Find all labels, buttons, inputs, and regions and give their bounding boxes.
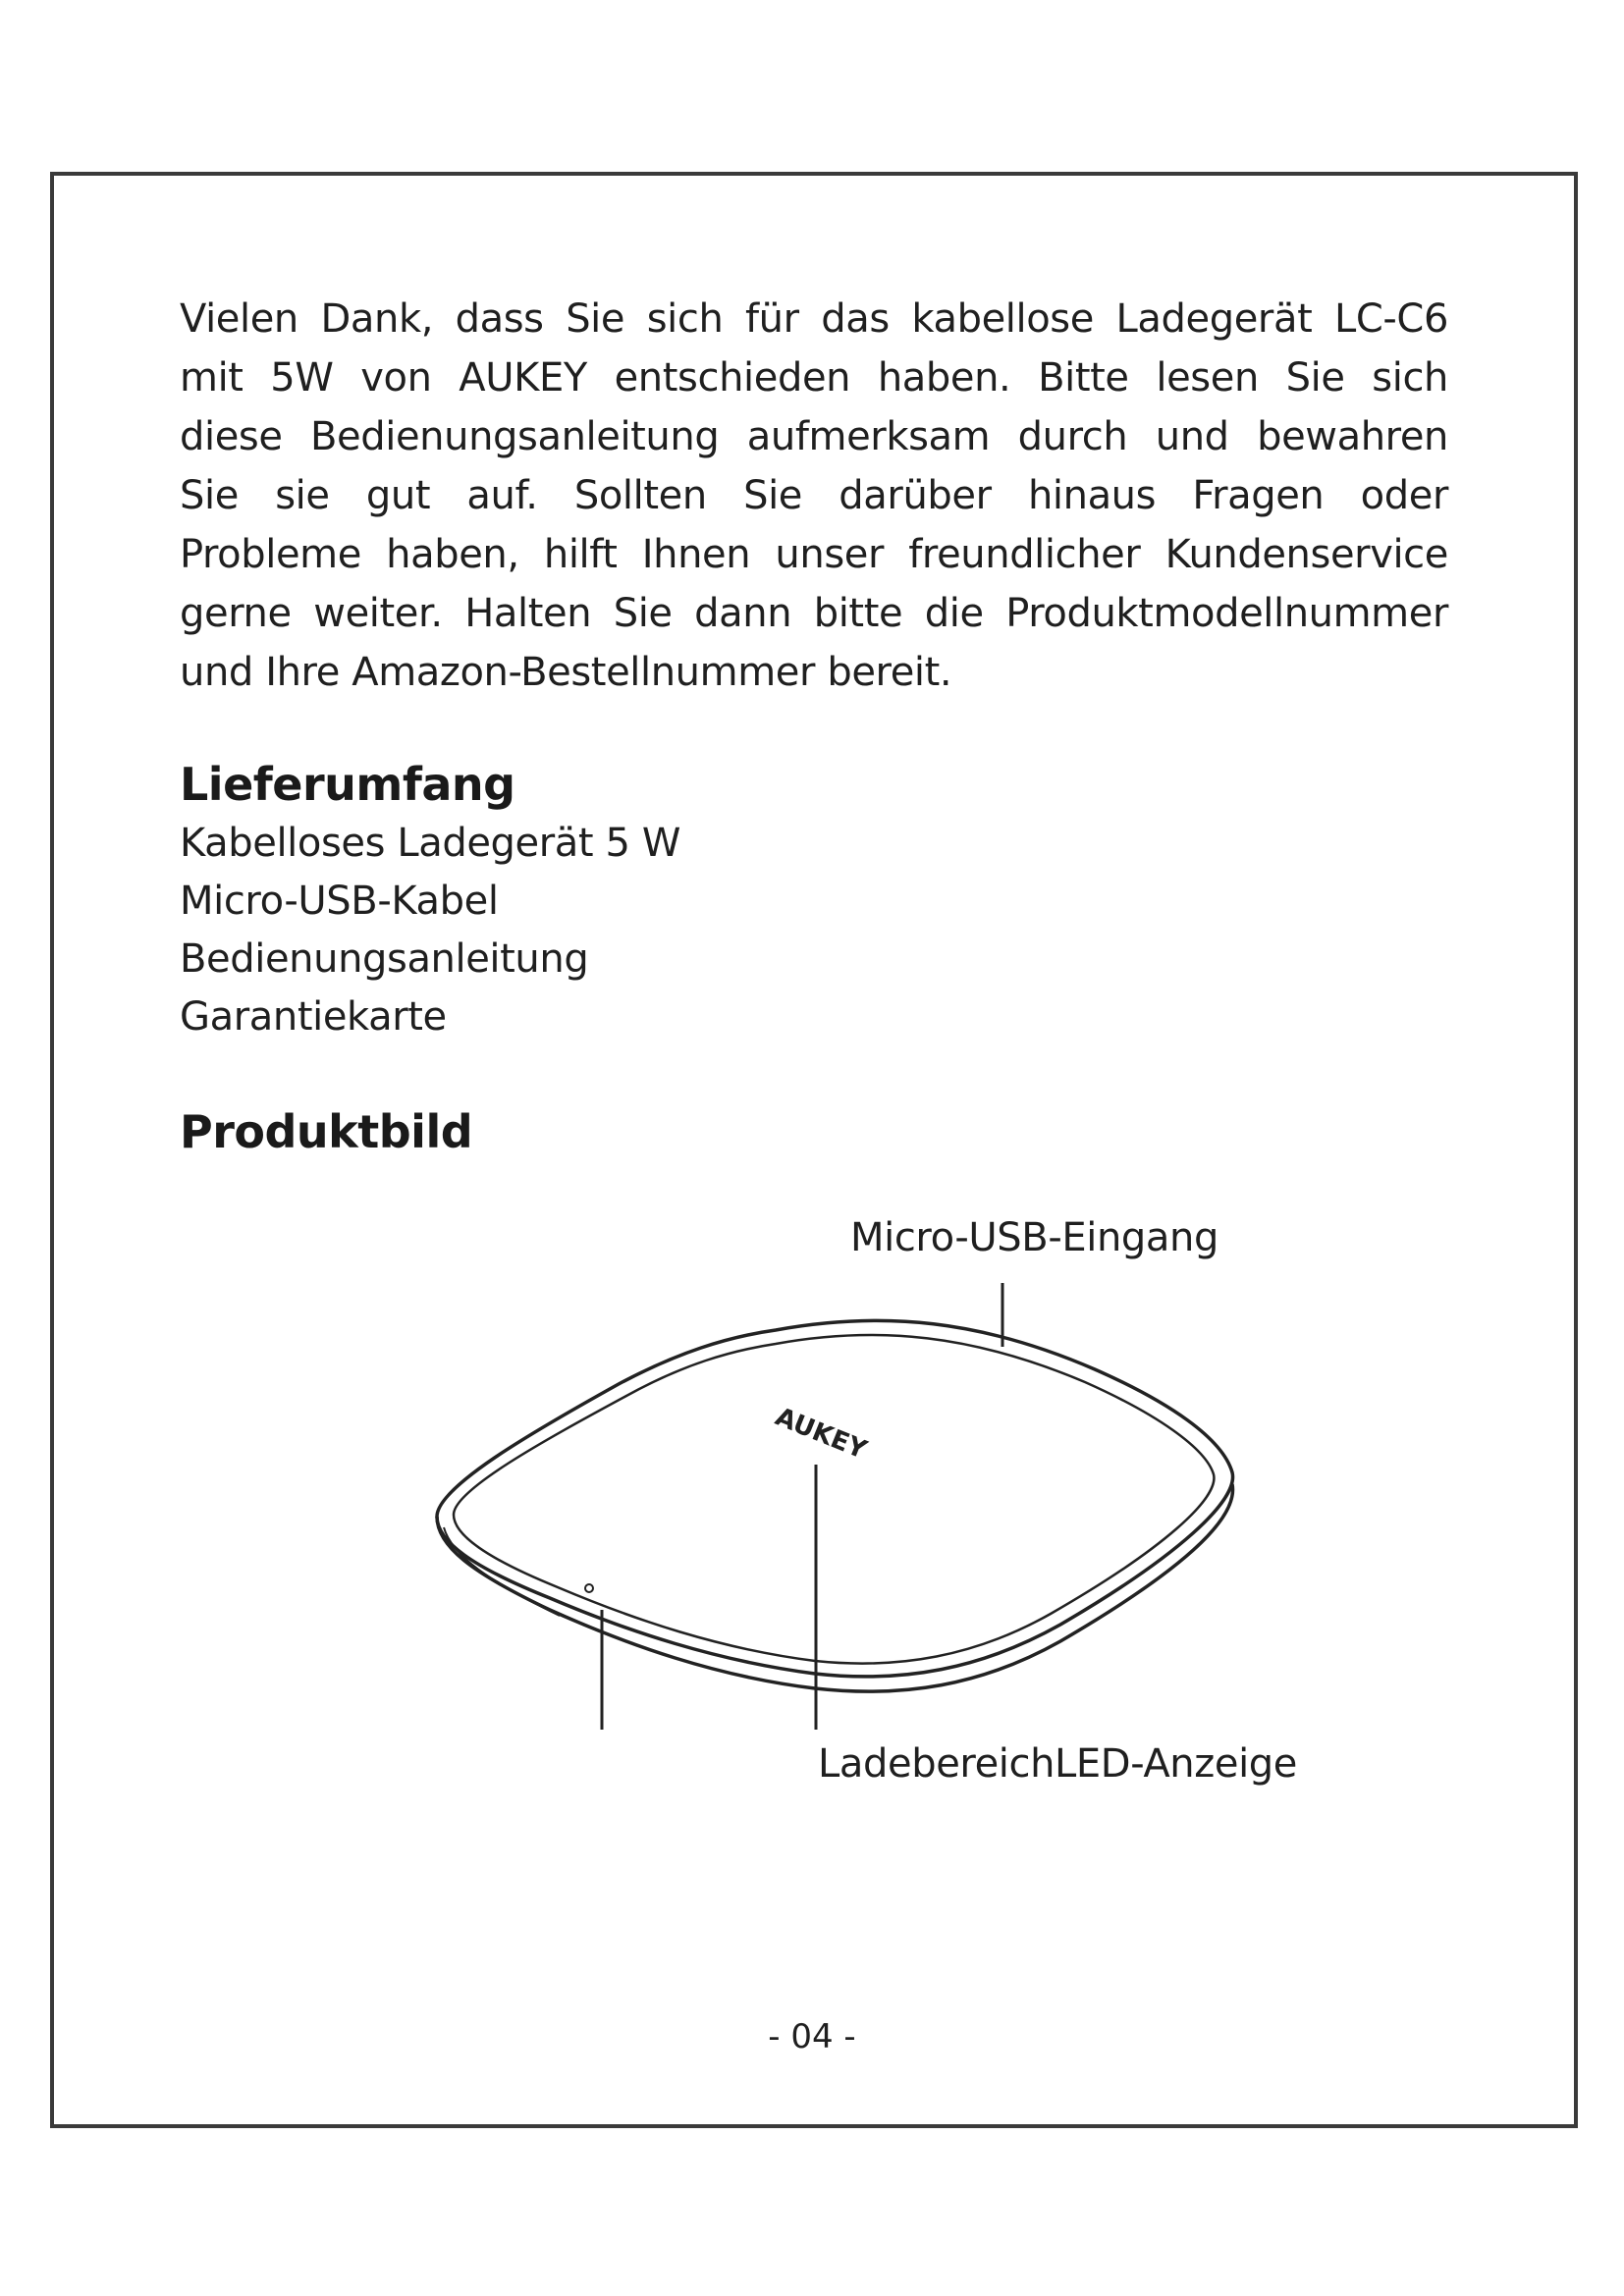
intro-line: und Ihre Amazon-Bestellnummer bereit.	[180, 650, 952, 695]
intro-line: gerne weiter. Halten Sie dann bitte die Produktmodellnummer	[180, 591, 1448, 636]
page-number: - 04 -	[768, 2017, 856, 2056]
charging-area-led-label: LadebereichLED-Anzeige	[818, 1741, 1297, 1787]
intro-line: Vielen Dank, dass Sie sich für das kabellose Ladegerät LC-C6	[180, 296, 1448, 342]
scope-item: Garantiekarte	[180, 994, 447, 1040]
scope-item: Kabelloses Ladegerät 5 W	[180, 821, 681, 866]
intro-line: Probleme haben, hilft Ihnen unser freundlicher Kundenservice	[180, 532, 1448, 577]
charger-logo: AUKEY	[771, 1402, 871, 1466]
intro-line: mit 5W von AUKEY entschieden haben. Bitte lesen Sie sich	[180, 355, 1448, 400]
intro-line: diese Bedienungsanleitung aufmerksam durch und bewahren	[180, 414, 1448, 459]
micro-usb-label: Micro-USB-Eingang	[850, 1215, 1218, 1260]
scope-heading: Lieferumfang	[180, 758, 515, 811]
product-heading: Produktbild	[180, 1105, 473, 1158]
charger-outer-outline	[437, 1320, 1233, 1677]
scope-item: Bedienungsanleitung	[180, 936, 589, 982]
intro-line: Sie sie gut auf. Sollten Sie darüber hinaus Fragen oder	[180, 473, 1448, 518]
scope-item: Micro-USB-Kabel	[180, 879, 499, 924]
